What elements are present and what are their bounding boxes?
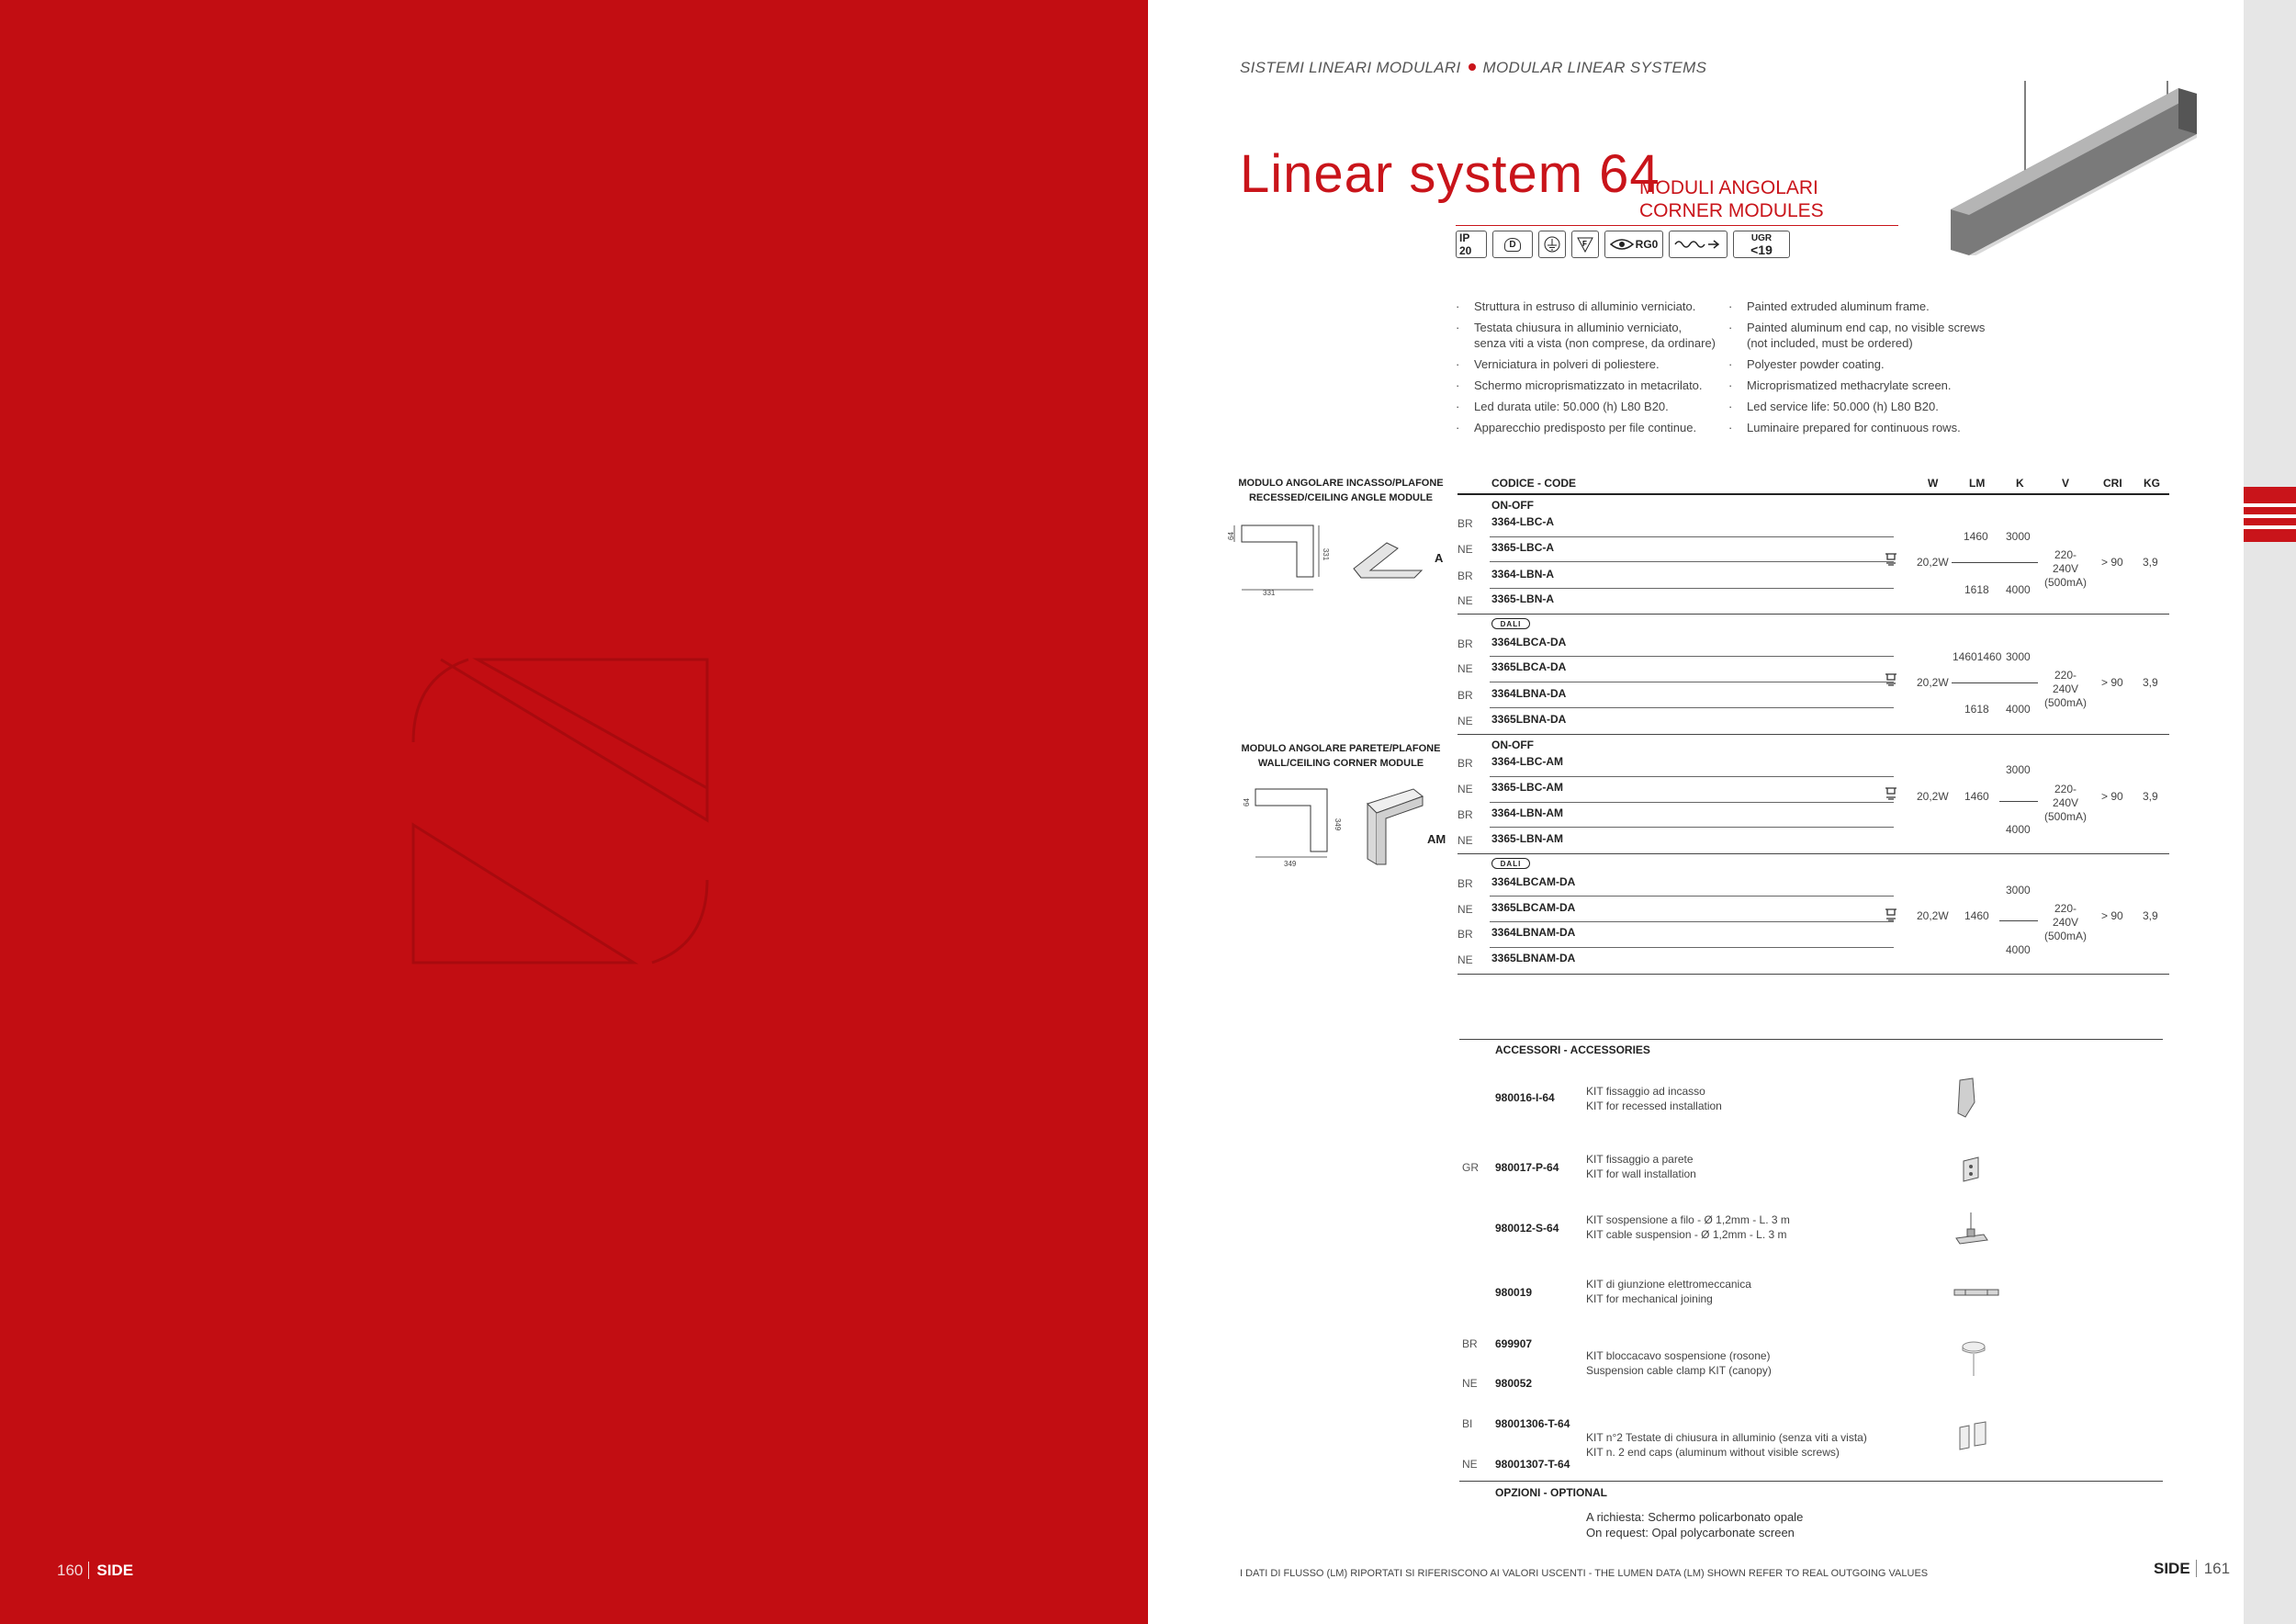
cell-divider xyxy=(1999,682,2038,683)
accessory-color: BI xyxy=(1462,1417,1473,1430)
header-code: CODICE - CODE xyxy=(1491,477,1577,490)
row-code: 3365LBNAM-DA xyxy=(1491,952,1576,964)
table-row[interactable] xyxy=(1458,589,2169,613)
table-row[interactable] xyxy=(1458,512,2169,536)
wall-bracket-icon xyxy=(1960,1154,1984,1185)
accessory-code[interactable]: 980012-S-64 xyxy=(1495,1222,1559,1235)
module-a-dim-h: 331 xyxy=(1322,547,1331,561)
accessory-code[interactable]: 699907 xyxy=(1495,1337,1533,1350)
row-divider xyxy=(1490,896,1894,897)
accessory-code[interactable]: 98001307-T-64 xyxy=(1495,1458,1570,1471)
header-cri: CRI xyxy=(2103,477,2122,490)
downlight-icon xyxy=(1883,671,1899,688)
cell-w: 20,2W xyxy=(1917,909,1949,922)
voltage: 220-240V xyxy=(2052,783,2079,809)
cell-divider xyxy=(1999,920,2038,921)
row-code: 3365LBCAM-DA xyxy=(1491,901,1576,914)
current: (500mA) xyxy=(2043,576,2087,589)
product-title: Linear system 64 xyxy=(1240,144,1660,204)
accessory-color: GR xyxy=(1462,1161,1479,1174)
accessory-desc: KIT n°2 Testate di chiusura in alluminio (senza viti a vista) KIT n. 2 end caps (aluminum without visible screws) xyxy=(1586,1431,1867,1459)
f-mark-icon xyxy=(1571,231,1599,258)
feature-en-item: · Microprismatized methacrylate screen. xyxy=(1728,378,1995,393)
module-am-dim-w: 349 xyxy=(1284,860,1297,868)
accessories-rule xyxy=(1459,1039,2163,1040)
product-lamp-image xyxy=(1947,81,2204,255)
cell-kg: 3,9 xyxy=(2143,909,2158,922)
group-divider xyxy=(1458,974,2169,975)
cell-k: 4000 xyxy=(2006,703,2031,716)
optional-header: OPZIONI - OPTIONAL xyxy=(1495,1486,1607,1499)
accessory-desc: KIT sospensione a filo - Ø 1,2mm - L. 3 m KIT cable suspension - Ø 1,2mm - L. 3 m xyxy=(1586,1213,1790,1241)
row-code: 3364-LBC-AM xyxy=(1491,755,1564,768)
module-a-label-en: RECESSED/CEILING ANGLE MODULE xyxy=(1248,492,1434,503)
row-code: 3365-LBN-AM xyxy=(1491,832,1564,845)
cell-divider xyxy=(1952,682,1999,683)
group-divider xyxy=(1458,614,2169,615)
cell-k: 4000 xyxy=(2006,583,2031,596)
feature-it-item: · Verniciatura in polveri di poliestere. xyxy=(1456,356,1731,372)
dali-icon: DALI xyxy=(1491,858,1530,869)
cell-v xyxy=(2043,902,2088,943)
cell-k: 3000 xyxy=(2006,763,2031,776)
row-code: 3365-LBC-AM xyxy=(1491,781,1564,794)
product-subtitle xyxy=(1639,176,1824,222)
feature-en-item: · Painted aluminum end cap, no visible screws (not included, must be ordered) xyxy=(1728,320,1995,351)
rg0-icon xyxy=(1604,231,1663,258)
feature-it-item: · Struttura in estruso di alluminio verniciato. xyxy=(1456,299,1731,314)
row-color: NE xyxy=(1458,662,1473,675)
cell-lm: 1460 xyxy=(1964,790,1989,803)
module-a-tag: A xyxy=(1435,551,1444,565)
page-number: 160 xyxy=(57,1562,84,1579)
accessory-desc: KIT fissaggio ad incasso KIT for recessed installation xyxy=(1586,1085,1722,1112)
feature-en-item: · Led service life: 50.000 (h) L80 B20. xyxy=(1728,399,1995,414)
cell-lm: 1618 xyxy=(1964,583,1989,596)
ip20-icon: IP 20 xyxy=(1456,231,1487,258)
accessory-desc: KIT di giunzione elettromeccanica KIT for mechanical joining xyxy=(1586,1278,1751,1305)
accessory-desc: KIT fissaggio a parete KIT for wall installation xyxy=(1586,1153,1696,1180)
cell-w: 20,2W xyxy=(1917,556,1949,569)
section-strip xyxy=(2244,0,2296,1624)
group-header: ON-OFF xyxy=(1491,499,1534,512)
group-divider xyxy=(1458,734,2169,735)
ground-icon xyxy=(1538,231,1566,258)
module-a-3d-drawing xyxy=(1350,537,1428,583)
feature-it-item: · Schermo microprismatizzato in metacrilato. xyxy=(1456,378,1731,393)
row-code: 3365-LBC-A xyxy=(1491,541,1555,554)
module-am-dim-t: 64 xyxy=(1242,798,1251,806)
table-row[interactable] xyxy=(1458,829,2169,852)
row-color: NE xyxy=(1458,594,1473,607)
voltage: 220-240V xyxy=(2052,548,2079,575)
cable-suspension-icon xyxy=(1951,1211,1993,1247)
feature-it-item: · Led durata utile: 50.000 (h) L80 B20. xyxy=(1456,399,1731,414)
cell-k: 3000 xyxy=(2006,530,2031,543)
row-divider xyxy=(1490,707,1894,708)
left-page-number xyxy=(57,1562,133,1580)
ugr-value: <19 xyxy=(1750,242,1773,257)
row-color: NE xyxy=(1458,903,1473,916)
header-lm: LM xyxy=(1969,477,1986,490)
cell-cri: > 90 xyxy=(2101,676,2123,689)
row-code: 3364-LBN-AM xyxy=(1491,806,1564,819)
subtitle-it: MODULI ANGOLARI xyxy=(1639,177,1818,198)
accessory-code[interactable]: 98001306-T-64 xyxy=(1495,1417,1570,1430)
module-am-label-it: MODULO ANGOLARE PARETE/PLAFONE xyxy=(1241,743,1441,754)
module-a-label-it: MODULO ANGOLARE INCASSO/PLAFONE xyxy=(1238,478,1444,489)
downlight-icon xyxy=(1883,907,1899,923)
row-code: 3365LBCA-DA xyxy=(1491,660,1567,673)
brand-name: SIDE xyxy=(88,1562,133,1579)
dali-icon: DALI xyxy=(1491,618,1530,629)
row-color: BR xyxy=(1458,570,1473,582)
cell-k: 3000 xyxy=(2006,650,2031,663)
row-code: 3364LBCAM-DA xyxy=(1491,875,1576,888)
accessory-code[interactable]: 980016-I-64 xyxy=(1495,1091,1555,1104)
svg-text:F: F xyxy=(1582,240,1587,248)
rg0-label: RG0 xyxy=(1635,238,1659,251)
module-am-drawing xyxy=(1244,785,1336,859)
joining-kit-icon xyxy=(1953,1286,2000,1299)
accessories-header: ACCESSORI - ACCESSORIES xyxy=(1495,1043,1650,1056)
certification-icons xyxy=(1456,231,1790,258)
row-color: NE xyxy=(1458,543,1473,556)
cell-v xyxy=(2043,669,2088,710)
row-code: 3365-LBN-A xyxy=(1491,592,1555,605)
accessory-color: NE xyxy=(1462,1458,1478,1471)
module-a-drawing xyxy=(1231,522,1322,595)
ground-symbol-icon xyxy=(1544,236,1560,253)
header-k: K xyxy=(2016,477,2024,490)
cell-divider xyxy=(1952,562,1999,563)
row-color: BR xyxy=(1458,689,1473,702)
end-caps-icon xyxy=(1956,1420,1989,1453)
cell-lm: 1460 xyxy=(1964,909,1989,922)
table-header xyxy=(1458,475,2169,495)
features-en xyxy=(1728,299,1995,441)
accessory-code[interactable]: 980019 xyxy=(1495,1286,1533,1299)
kicker-en: MODULAR LINEAR SYSTEMS xyxy=(1482,59,1707,76)
kicker-it: SISTEMI LINEARI MODULARI xyxy=(1240,59,1461,76)
eye-icon xyxy=(1610,238,1634,251)
row-color: BR xyxy=(1458,637,1473,650)
section-kicker xyxy=(1240,59,1706,77)
row-color: BR xyxy=(1458,517,1473,530)
title-divider xyxy=(1456,225,1898,226)
cell-v xyxy=(2043,548,2088,590)
module-a-dim-t: 64 xyxy=(1226,532,1235,540)
cell-k: 3000 xyxy=(2006,884,2031,897)
feature-it-item: · Testata chiusura in alluminio verniciato, senza viti a vista (non comprese, da ordinare) xyxy=(1456,320,1731,351)
feature-it-item: · Apparecchio predisposto per file continue. xyxy=(1456,420,1731,435)
section-tab[interactable] xyxy=(2244,487,2296,542)
accessory-code[interactable]: 980052 xyxy=(1495,1377,1533,1390)
row-code: 3364-LBN-A xyxy=(1491,568,1555,581)
cell-kg: 3,9 xyxy=(2143,676,2158,689)
row-code: 3365LBNA-DA xyxy=(1491,713,1567,726)
row-divider xyxy=(1490,561,1894,562)
table-row[interactable] xyxy=(1458,709,2169,733)
right-page-number xyxy=(2154,1560,2230,1578)
brand-logo-icon xyxy=(404,650,726,972)
group-header: ON-OFF xyxy=(1491,739,1534,751)
cell-w: 20,2W xyxy=(1917,790,1949,803)
flicker-free-icon xyxy=(1669,231,1728,258)
module-am-dim-h: 349 xyxy=(1334,818,1343,831)
downlight-icon xyxy=(1883,785,1899,802)
row-color: NE xyxy=(1458,783,1473,795)
cell-v xyxy=(2043,783,2088,824)
module-a-dim-w: 331 xyxy=(1263,589,1276,597)
group-divider xyxy=(1458,853,2169,854)
cell-cri: > 90 xyxy=(2101,556,2123,569)
accessory-color: BR xyxy=(1462,1337,1478,1350)
current: (500mA) xyxy=(2043,930,2087,942)
recessed-bracket-icon xyxy=(1954,1077,1978,1119)
brand-name: SIDE xyxy=(2154,1560,2190,1577)
row-color: BR xyxy=(1458,808,1473,821)
header-v: V xyxy=(2062,477,2070,490)
table-row[interactable] xyxy=(1458,872,2169,896)
cell-k: 4000 xyxy=(2006,943,2031,956)
module-am-tag: AM xyxy=(1427,832,1446,846)
voltage: 220-240V xyxy=(2052,669,2079,695)
row-color: BR xyxy=(1458,877,1473,890)
accessory-color: NE xyxy=(1462,1377,1478,1390)
current: (500mA) xyxy=(2043,810,2087,823)
optional-text xyxy=(1586,1509,1803,1540)
module-am-label-en: WALL/CEILING CORNER MODULE xyxy=(1257,758,1424,769)
cell-w: 20,2W xyxy=(1917,676,1949,689)
features-it xyxy=(1456,299,1731,441)
optional-text-en: On request: Opal polycarbonate screen xyxy=(1586,1526,1795,1539)
feature-en-item: · Painted extruded aluminum frame. xyxy=(1728,299,1995,314)
current: (500mA) xyxy=(2043,696,2087,709)
ugr-icon xyxy=(1733,231,1790,258)
class-d-label: D xyxy=(1504,238,1520,252)
feature-en-item: · Luminaire prepared for continuous rows. xyxy=(1728,420,1995,435)
row-color: BR xyxy=(1458,928,1473,941)
module-am-label xyxy=(1221,741,1460,771)
accessory-desc: KIT bloccacavo sospensione (rosone) Suspension cable clamp KIT (canopy) xyxy=(1586,1349,1772,1377)
cell-divider xyxy=(1999,801,2038,802)
class-d-icon xyxy=(1492,231,1533,258)
header-w: W xyxy=(1928,477,1939,490)
footnote: I DATI DI FLUSSO (LM) RIPORTATI SI RIFERISCONO AI VALORI USCENTI - THE LUMEN DATA (LM) SHOWN REFER TO REAL OUTGOING VALUES xyxy=(1240,1568,1929,1579)
f-triangle-icon xyxy=(1577,236,1593,253)
cell-kg: 3,9 xyxy=(2143,556,2158,569)
row-divider xyxy=(1490,827,1894,828)
row-color: NE xyxy=(1458,953,1473,966)
accessory-code[interactable]: 980017-P-64 xyxy=(1495,1161,1559,1174)
row-code: 3364LBNA-DA xyxy=(1491,687,1567,700)
subtitle-en: CORNER MODULES xyxy=(1639,200,1824,221)
canopy-icon xyxy=(1960,1339,1987,1380)
cell-cri: > 90 xyxy=(2101,790,2123,803)
module-a-label xyxy=(1221,476,1460,505)
row-code: 3364-LBC-A xyxy=(1491,515,1555,528)
optional-rule xyxy=(1459,1481,2163,1482)
cell-lm: 1460 xyxy=(1964,530,1988,543)
row-code: 3364LBNAM-DA xyxy=(1491,926,1576,939)
cell-k: 4000 xyxy=(2006,823,2031,836)
bullet-dot-icon xyxy=(1469,63,1476,71)
cell-lm: 14601460 xyxy=(1953,650,2002,663)
table-row[interactable] xyxy=(1458,632,2169,656)
table-row[interactable] xyxy=(1458,751,2169,775)
page-number: 161 xyxy=(2196,1560,2230,1577)
feature-en-item: · Polyester powder coating. xyxy=(1728,356,1995,372)
voltage: 220-240V xyxy=(2052,902,2079,929)
table-row[interactable] xyxy=(1458,948,2169,972)
header-kg: KG xyxy=(2144,477,2160,490)
cell-cri: > 90 xyxy=(2101,909,2123,922)
row-color: BR xyxy=(1458,757,1473,770)
module-am-3d-drawing xyxy=(1364,785,1428,868)
ugr-label: UGR xyxy=(1750,233,1773,243)
optional-text-it: A richiesta: Schermo policarbonato opale xyxy=(1586,1510,1804,1524)
wave-icon xyxy=(1673,238,1723,251)
cell-lm: 1618 xyxy=(1964,703,1989,716)
row-code: 3364LBCA-DA xyxy=(1491,636,1567,648)
cell-divider xyxy=(1999,562,2038,563)
row-color: NE xyxy=(1458,715,1473,727)
cell-kg: 3,9 xyxy=(2143,790,2158,803)
downlight-icon xyxy=(1883,551,1899,568)
row-color: NE xyxy=(1458,834,1473,847)
